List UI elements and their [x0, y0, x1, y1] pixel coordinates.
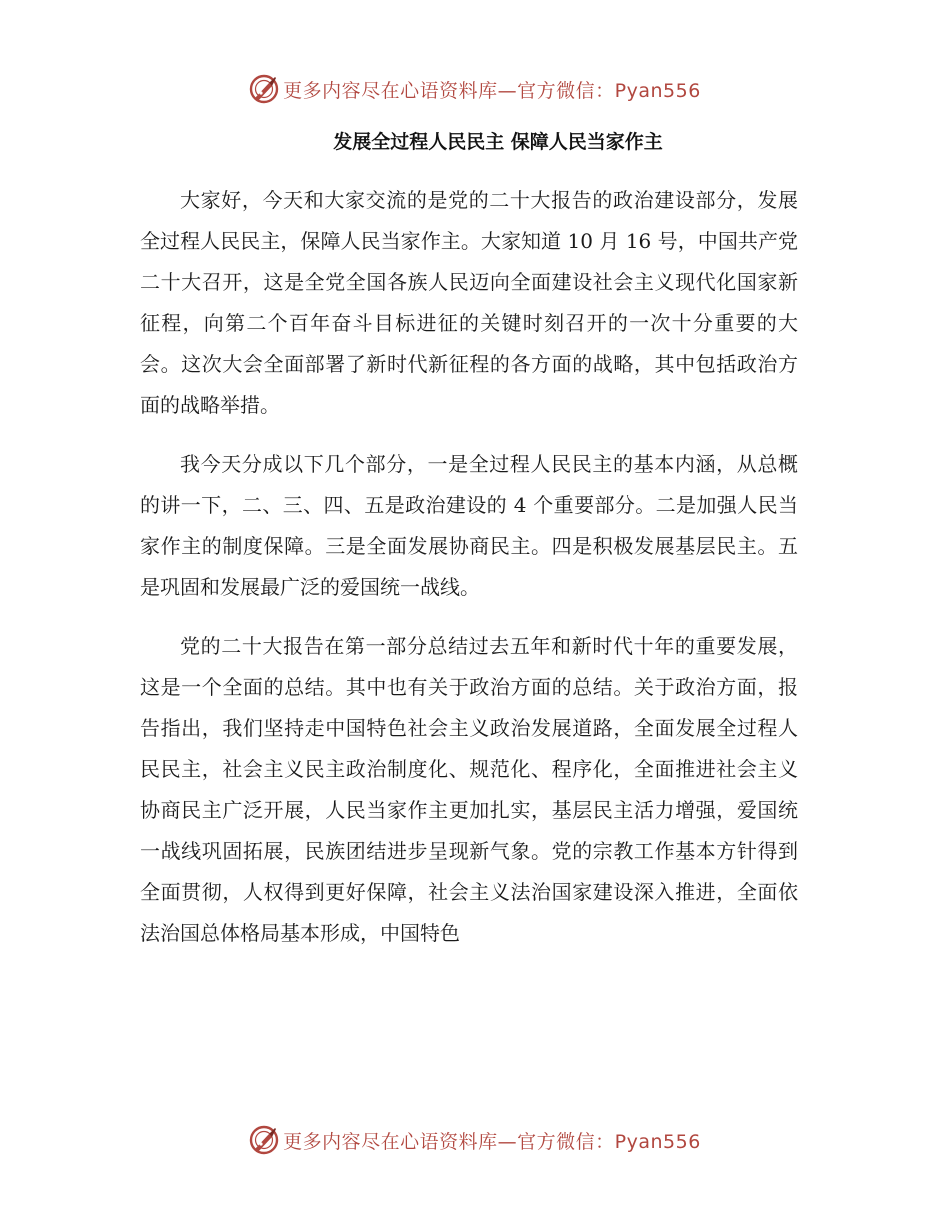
footer-banner: [0, 1122, 950, 1158]
paragraph-1: 大家好，今天和大家交流的是党的二十大报告的政治建设部分，发展全过程人民民主，保障人民当家作主。大家知道 10 月 16 号，中国共产党二十大召开，这是全党全国各族人民迈向全面建设社会主义现代化国家新征程，向第二个百年奋斗目标进征的关键时刻召开的一次十分重要的大会。这次大会全面部署了新时代新征程的各方面的战略，其中包括政治方面的战略举措。: [140, 188, 798, 417]
paragraph-3: 党的二十大报告在第一部分总结过去五年和新时代十年的重要发展，这是一个全面的总结。其中也有关于政治方面的总结。关于政治方面，报告指出，我们坚持走中国特色社会主义政治发展道路，全面发展全过程人民民主，社会主义民主政治制度化、规范化、程序化，全面推进社会主义协商民主广泛开展，人民当家作主更加扎实，基层民主活力增强，爱国统一战线巩固拓展，民族团结进步呈现新气象。党的宗教工作基本方针得到全面贯彻，人权得到更好保障，社会主义法治国家建设深入推进，全面依法治国总体格局基本形成，中国特色: [140, 634, 798, 945]
footer-banner-text: 更多内容尽在心语资料库—官方微信：Pyan556: [283, 1130, 701, 1153]
document-title: 发展全过程人民民主 保障人民当家作主: [333, 131, 663, 153]
header-banner: [0, 71, 950, 107]
header-banner-text: 更多内容尽在心语资料库—官方微信：Pyan556: [283, 79, 701, 102]
document-body: [140, 180, 798, 972]
pen-nib-logo-icon: [249, 1125, 279, 1155]
pen-nib-logo-icon: [249, 74, 279, 104]
paragraph-2: 我今天分成以下几个部分，一是全过程人民民主的基本内涵，从总概的讲一下，二、三、四、五是政治建设的 4 个重要部分。二是加强人民当家作主的制度保障。三是全面发展协商民主。四是积极发展基层民主。五是巩固和发展最广泛的爱国统一战线。: [140, 452, 798, 599]
